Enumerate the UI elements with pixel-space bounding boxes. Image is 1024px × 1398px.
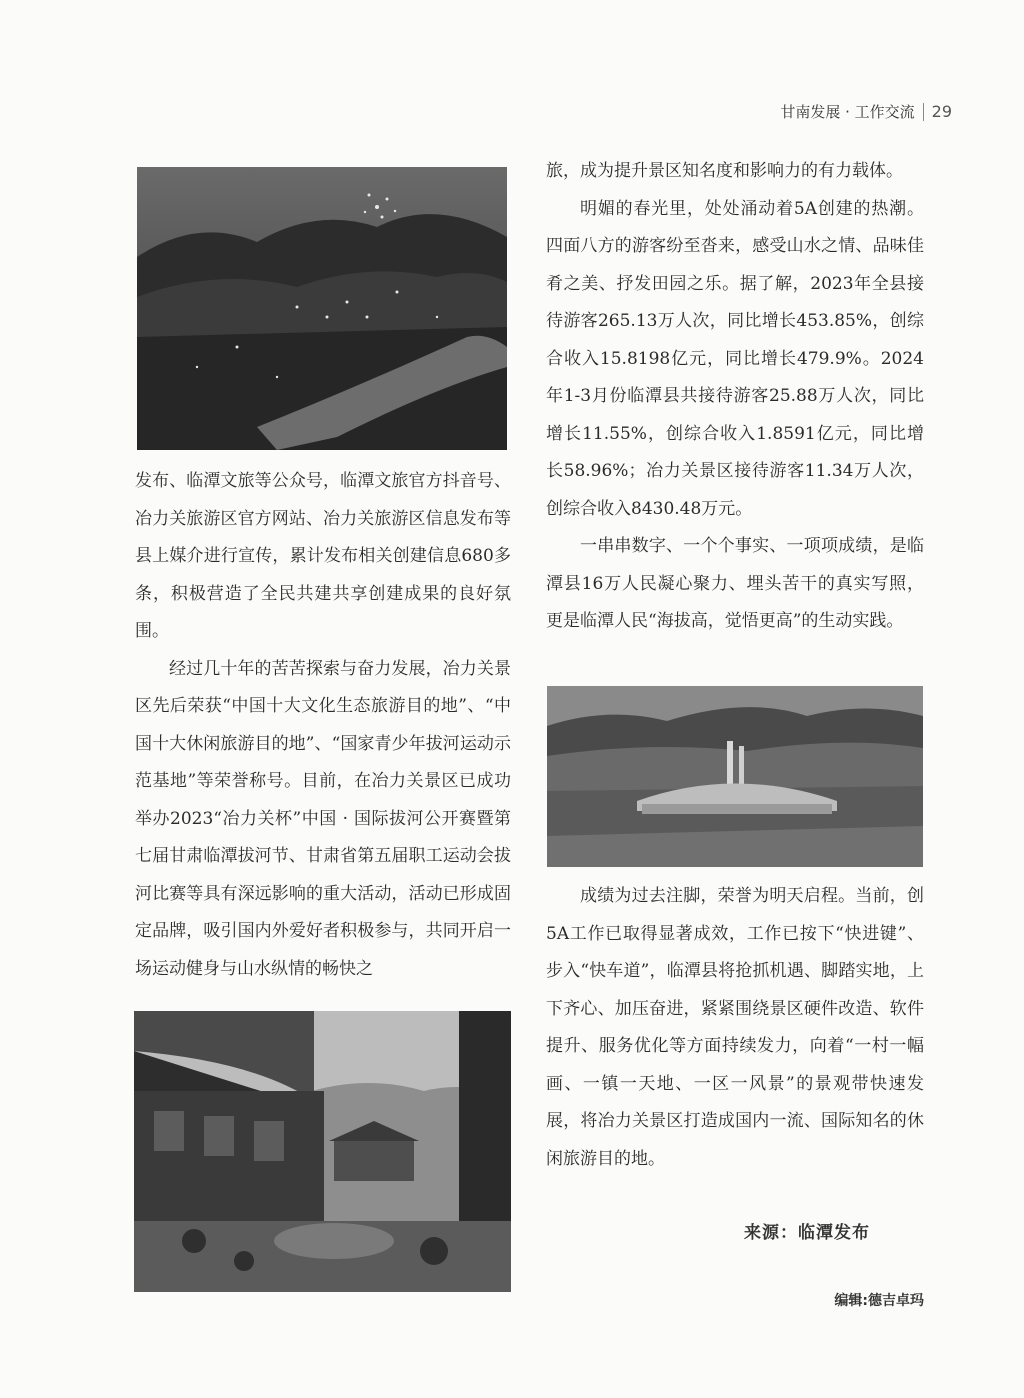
right-column-text-lower bbox=[546, 878, 924, 1178]
editor-credit: 编辑:德吉卓玛 bbox=[834, 1293, 924, 1309]
section-title: 甘南发展 · 工作交流 bbox=[780, 103, 915, 121]
left-column-text bbox=[135, 463, 511, 988]
paragraph: 旅，成为提升景区知名度和影响力的有力载体。 bbox=[546, 161, 903, 181]
photo-traditional-courtyard bbox=[134, 1011, 511, 1292]
right-column-text bbox=[546, 153, 924, 641]
running-header bbox=[780, 101, 952, 122]
paragraph: 成绩为过去注脚，荣誉为明天启程。当前，创5A工作已取得显著成效，工作已按下“快进键”、步入“快车道”，临潭县将抢抓机遇、脚踏实地，上下齐心、加压奋进，紧紧围绕景区硬件改造、软件提升、服务优化等方面持续发力，向着“一村一幅画、一镇一天地、一区一风景”的景观带快速发展，将冶力关景区打造成国内一流、国际知名的休闲旅游目的地。 bbox=[546, 886, 924, 1169]
paragraph: 发布、临潭文旅等公众号，临潭文旅官方抖音号、冶力关旅游区官方网站、冶力关旅游区信息发布等县上媒介进行宣传，累计发布相关创建信息680多条，积极营造了全民共建共享创建成果的良好氛围。 bbox=[135, 471, 511, 641]
article-source: 来源：临潭发布 bbox=[744, 1223, 870, 1243]
paragraph: 一串串数字、一个个事实、一项项成绩，是临潭县16万人民凝心聚力、埋头苦干的真实写照，更是临潭人民“海拔高，觉悟更高”的生动实践。 bbox=[546, 536, 924, 631]
page-number: 29 bbox=[931, 102, 952, 121]
photo-night-town-fireworks bbox=[137, 167, 507, 450]
paragraph: 经过几十年的苦苦探索与奋力发展，冶力关景区先后荣获“中国十大文化生态旅游目的地”、“中国十大休闲旅游目的地”、“国家青少年拔河运动示范基地”等荣誉称号。目前，在冶力关景区已成功举办2023“冶力关杯”中国 · 国际拔河公开赛暨第七届甘肃临潭拔河节、甘肃省第五届职工运动会拔河比赛等具有深远影响的重大活动，活动已形成固定品牌，吸引国内外爱好者积极参与，共同开启一场运动健身与山水纵情的畅快之 bbox=[135, 658, 511, 979]
paragraph: 明媚的春光里，处处涌动着5A创建的热潮。四面八方的游客纷至沓来，感受山水之情、品味佳肴之美、抒发田园之乐。据了解，2023年全县接待游客265.13万人次，同比增长453.85%，创综合收入15.8198亿元，同比增长479.9%。2024年1-3月份临潭县共接待游客25.88万人次，同比增长11.55%，创综合收入1.8591亿元，同比增长58.96%；冶力关景区接待游客11.34万人次，创综合收入8430.48万元。 bbox=[546, 198, 924, 519]
photo-scenic-gate-plaza bbox=[547, 686, 923, 867]
header-divider bbox=[923, 103, 924, 121]
